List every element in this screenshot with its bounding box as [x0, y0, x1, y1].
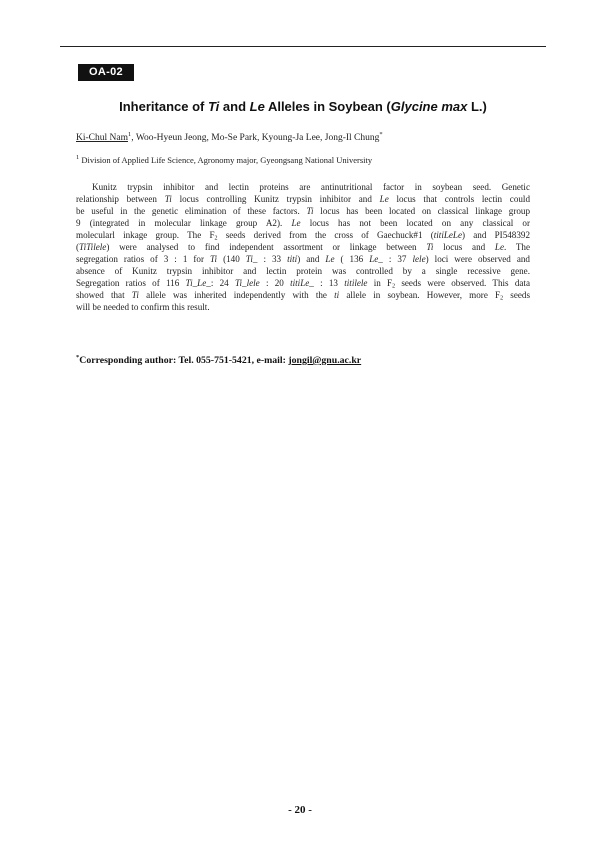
abstract-line: be useful in the genetic elimination of these factors. Ti locus has been located on classical linkage group [76, 206, 531, 217]
abstract-line: 9 (integrated in molecular linkage group A2). Le locus has not been located on any classical or [76, 218, 530, 229]
top-rule [60, 46, 546, 47]
title-part: Inheritance of [119, 99, 208, 114]
affiliation-text: Division of Applied Life Science, Agronomy major, Gyeongsang National University [79, 155, 373, 165]
corresponding-author-mark: * [379, 131, 383, 138]
title-part: L.) [467, 99, 487, 114]
corresponding-author [76, 354, 546, 368]
first-author-affiliation-mark: 1 [127, 131, 132, 138]
abstract-line: (TiTilele) were analysed to find independent assortment or linkage between Ti locus and Le. The [76, 242, 530, 253]
abstract-line: Kunitz trypsin inhibitor and lectin proteins are antinutritional factor in soybean seed. Genetic [92, 182, 530, 192]
abstract-line: relationship between Ti locus controlling Kunitz trypsin inhibitor and Le locus that controls lectin could [76, 194, 531, 205]
title-species: Glycine max [390, 99, 468, 114]
author-list [76, 131, 546, 145]
title-le: Le [249, 99, 265, 114]
title-part: and [219, 99, 250, 114]
first-author: Ki-Chul Nam [76, 133, 128, 143]
abstract-line: will be needed to confirm this result. [76, 302, 210, 313]
coauthors: , Woo-Hyeun Jeong, Mo-Se Park, Kyoung-Ja Lee, Jong-Il Chung [131, 133, 380, 143]
corresponding-mark: * [76, 354, 80, 361]
page-number: - 20 - [288, 804, 312, 816]
title-part: Alleles in Soybean ( [264, 99, 391, 114]
abstract-line: Segregation ratios of 116 Ti_Le_: 24 Ti_lele : 20 titiLe_ : 13 titilele in $F_2$ seeds were observed. This data [76, 278, 530, 290]
abstract-line: showed that Ti allele was inherited independently with the ti allele in soybean. However, more $F_2$ seeds [76, 290, 530, 302]
abstract-line: absence of Kunitz trypsin inhibitor and lectin protein was controlled by a single recessive gene. [76, 266, 530, 277]
abstract-line: molecularl inkage group. The $F_2$ seeds derived from the cross of Gaechuck#1 (titiLeLe) and PI548392 [76, 230, 530, 242]
corresponding-email: jongil@gnu.ac.kr [288, 355, 362, 366]
affiliation-mark: 1 [76, 154, 80, 161]
title-ti: Ti [207, 99, 220, 114]
affiliation [76, 153, 546, 167]
article-title [60, 99, 546, 115]
abstract-line: segregation ratios of 3 : 1 for Ti (140 Ti_ : 33 titi) and Le ( 136 Le_ : 37 lele) loci were observed and [76, 254, 530, 265]
abstract [76, 181, 530, 314]
session-code-badge: OA-02 [78, 64, 134, 81]
corresponding-label: Corresponding author: Tel. 055-751-5421, e-mail: [79, 355, 289, 366]
